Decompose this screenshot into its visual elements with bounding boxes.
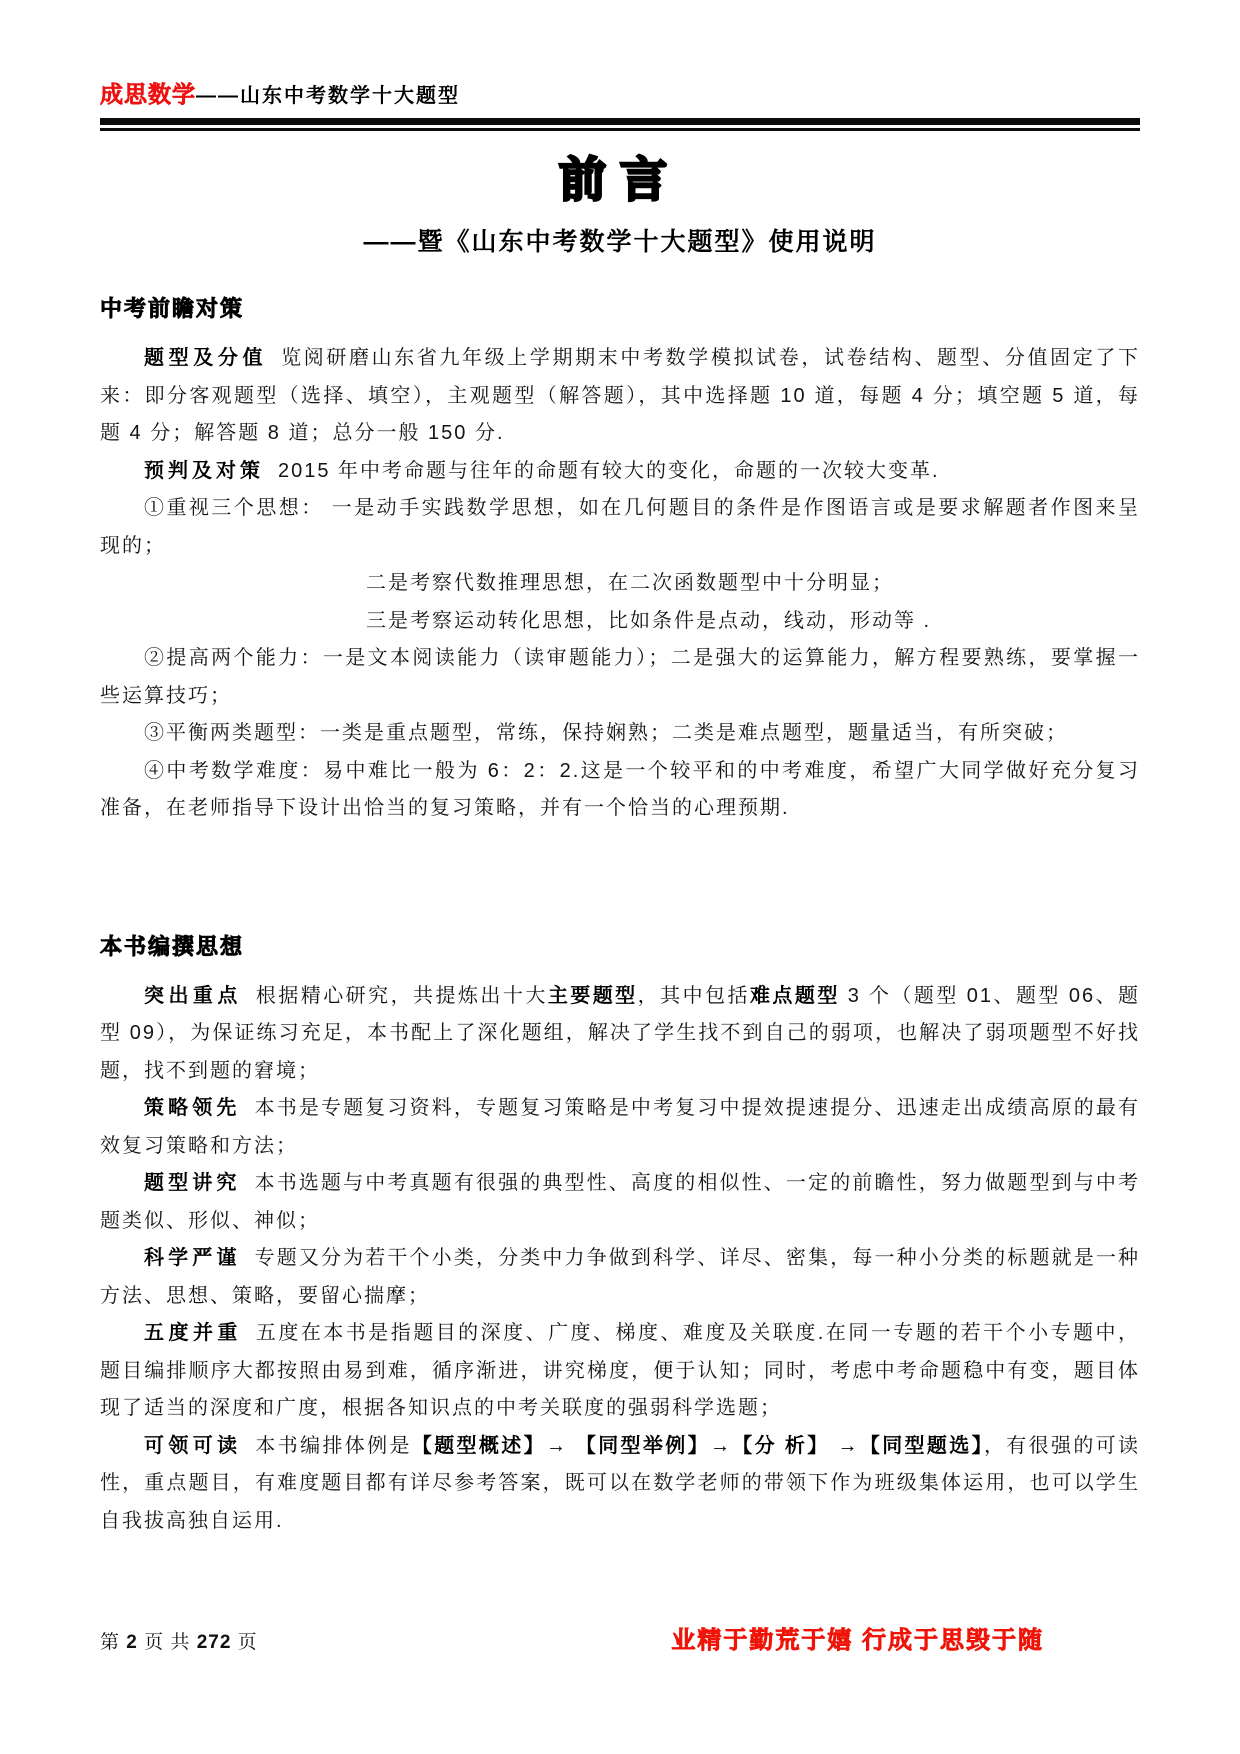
paragraph bbox=[100, 753, 1140, 828]
text-segment: ④中考数学难度：易中难比一般为 6：2：2.这是一个较平和的中考难度，希望广大同学做好充分复习准备，在老师指导下设计出恰当的复习策略，并有一个恰当的心理预期. bbox=[100, 759, 1140, 819]
paragraph bbox=[100, 715, 1140, 753]
page-number-total: 272 bbox=[196, 1632, 232, 1653]
text-segment: ③平衡两类题型：一类是重点题型，常练，保持娴熟；二类是难点题型，题量适当，有所突破； bbox=[144, 722, 1068, 744]
text-segment: 【同型题选】 bbox=[859, 1434, 984, 1457]
footer-slogan: 业精于勤荒于嬉 行成于思毁于随 bbox=[671, 1627, 1044, 1654]
text-segment: 五度在本书是指题目的深度、广度、梯度、难度及关联度.在同一专题的若干个小专题中，题目编排顺序大都按照由易到难，循序渐进，讲究梯度，便于认知；同时，考虑中考命题稳中有变，题目体现了适当的深度和广度，根据各知识点的中考关联度的强弱科学选题； bbox=[100, 1322, 1140, 1419]
text-segment: 本书是专题复习资料，专题复习策略是中考复习中提效提速提分、迅速走出成绩高原的最有效复习策略和方法； bbox=[100, 1097, 1141, 1157]
page-number-suffix: 页 bbox=[231, 1632, 258, 1653]
text-segment: 3 个（题型 01、题型 06、题型 09），为保证练习充足，本书配上了深化题组，解决了学生找不到自己的弱项，也解决了弱项题型不好找题，找不到题的窘境； bbox=[100, 984, 1141, 1082]
text-segment: ②提高两个能力：一是文本阅读能力（读审题能力）；二是强大的运算能力，解方程要熟练，要掌握一些运算技巧； bbox=[100, 647, 1140, 707]
paragraph bbox=[100, 1165, 1140, 1240]
paragraph-lead: 突出重点 bbox=[144, 984, 242, 1007]
text-segment: ，其中包括 bbox=[637, 984, 750, 1007]
text-segment: 【题型概述】 bbox=[411, 1434, 546, 1457]
header-double-rule bbox=[100, 118, 1140, 131]
text-segment: → bbox=[829, 1434, 860, 1457]
paragraph bbox=[366, 565, 1140, 603]
paragraph-lead: 策略领先 bbox=[144, 1097, 241, 1119]
text-segment: 【同型举例】 bbox=[575, 1434, 710, 1457]
paragraph bbox=[100, 1315, 1140, 1428]
paragraph-lead: 题型讲究 bbox=[144, 1172, 241, 1194]
text-segment: 根据精心研究，共提炼出十大 bbox=[255, 984, 548, 1007]
page-footer bbox=[100, 1620, 1140, 1655]
text-segment: 本书编排体例是 bbox=[255, 1434, 412, 1457]
body-sections bbox=[100, 292, 1140, 1540]
page-number-middle: 页 共 bbox=[137, 1632, 197, 1653]
paragraph bbox=[366, 603, 1140, 641]
paragraph-lead: 预判及对策 bbox=[144, 459, 264, 482]
paragraph bbox=[100, 1428, 1140, 1541]
text-segment: ，有很强的可读性，重点题目，有难度题目都有详尽参考答案，既可以在数学老师的带领下作为班级集体运用，也可以学生自我拔高独自运用. bbox=[100, 1434, 1141, 1532]
text-segment: 主要题型 bbox=[547, 984, 638, 1007]
page-number-current: 2 bbox=[126, 1632, 138, 1653]
paragraph bbox=[100, 1090, 1140, 1165]
text-segment: 难点题型 bbox=[749, 984, 840, 1007]
page-subtitle: ——暨《山东中考数学十大题型》使用说明 bbox=[363, 228, 877, 256]
paragraph-lead: 科学严谨 bbox=[144, 1247, 241, 1269]
page-number-prefix: 第 bbox=[100, 1632, 127, 1653]
section-heading: 本书编撰思想 bbox=[100, 933, 245, 959]
text-segment: 览阅研磨山东省九年级上学期期末中考数学模拟试卷，试卷结构、题型、分值固定了下来：即分客观题型（选择、填空），主观题型（解答题），其中选择题 10 道，每题 4 分；填空题 5 道，每题 4 分；解答题 8 道；总分一般 150 分. bbox=[100, 347, 1141, 444]
paragraph bbox=[100, 490, 1140, 565]
text-segment: 二是考察代数推理思想，在二次函数题型中十分明显； bbox=[366, 572, 894, 594]
paragraph-lead: 题型及分值 bbox=[144, 347, 268, 369]
text-segment: 三是考察运动转化思想，比如条件是点动，线动，形动等 . bbox=[366, 609, 932, 632]
paragraph bbox=[100, 453, 1140, 491]
page-title: 前言 bbox=[559, 153, 681, 206]
text-segment: 专题又分为若干个小类，分类中力争做到科学、详尽、密集，每一种小分类的标题就是一种方法、思想、策略，要留心揣摩； bbox=[100, 1247, 1141, 1307]
paragraph bbox=[100, 1240, 1140, 1315]
text-segment: → bbox=[709, 1434, 732, 1457]
text-segment: ①重视三个思想： 一是动手实践数学思想，如在几何题目的条件是作图语言或是要求解题者作图来呈现的； bbox=[100, 497, 1140, 557]
paragraph-lead: 可领可读 bbox=[144, 1434, 242, 1457]
page-header bbox=[100, 0, 1140, 109]
paragraph bbox=[100, 978, 1140, 1091]
text-segment: 2015 年中考命题与往年的命题有较大的变化，命题的一次较大变革. bbox=[278, 459, 940, 482]
paragraph-lead: 五度并重 bbox=[144, 1322, 242, 1344]
brand-logo-text: 成思数学 bbox=[100, 81, 196, 107]
section-heading: 中考前瞻对策 bbox=[100, 296, 245, 321]
paragraph bbox=[100, 640, 1140, 715]
header-book-title: ——山东中考数学十大题型 bbox=[196, 85, 460, 107]
text-segment: → bbox=[545, 1434, 576, 1457]
text-segment: 【分 析】 bbox=[731, 1434, 830, 1457]
paragraph bbox=[100, 340, 1140, 453]
text-segment: 本书选题与中考真题有很强的典型性、高度的相似性、一定的前瞻性，努力做题型到与中考题类似、形似、神似； bbox=[100, 1172, 1141, 1232]
page-number bbox=[100, 1627, 258, 1654]
